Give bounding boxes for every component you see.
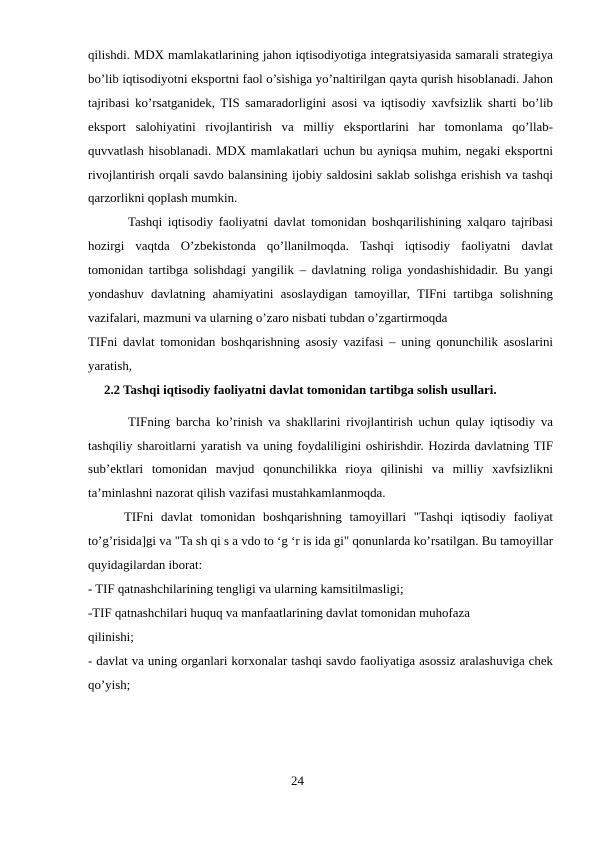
paragraph-main-task: TIFni davlat tomonidan boshqarishning asosiy vazifasi – uning qonunchilik asoslarini yaratish, [88,334,553,373]
list-item-protection-cont: qilinishi; [88,629,134,644]
list-item-equality: - TIF qatnashchilarining tengligi va ularning kamsitilmasligi; [88,581,404,596]
paragraph-international-experience: Tashqi iqtisodiy faoliyatni davlat tomonidan boshqarilishining xalqaro tajribasi hozirgi vaqtda O’zbekistonda qo’llanilmoqda. Tashqi iqtisodiy faoliyatni davlat tomonidan tartibga solishdagi yangilik – davlatning roliga yondashishidadir. Bu yangi yondashuv davlatning ahamiyatini asoslaydigan tamoyillar, TIFni tartibga solishning vazifalari, mazmuni va ularning o’zaro nisbati tubdan o’zgartirmoqda [88,215,553,325]
list-item-protection: -TIF qatnashchilari huquq va manfaatlarining davlat tomonidan muhofaza [88,605,470,620]
paragraph-conditions: TIFning barcha ko’rinish va shakllarini rivojlantirish uchun qulay iqtisodiy va tashqiliy sharoitlarni yaratish va uning foydaliligini oshirishdir. Hozirda davlatning TIF sub’ektlari tomonidan mavjud qonunchilikka rioya qilinishi va milliy xavfsizlikni ta’minlashni nazorat qilish vazifasi mustahkamlanmoqda. [88,414,553,501]
page-body [88,44,553,697]
page-number: 24 [291,774,304,788]
paragraph-principles: TIFni davlat tomonidan boshqarishning tamoyillari "Tashqi iqtisodiy faoliyat to’g’risida]gi va "Ta sh qi s a vdo to ‘g ‘r is ida gi" qonunlarda ko’rsatilgan. Bu tamoyillar quyidagilardan iborat: [88,510,553,573]
section-heading: 2.2 Tashqi iqtisodiy faoliyatni davlat tomonidan tartibga solish usullari. [104,382,497,397]
paragraph-intro: qilishdi. MDX mamlakatlarining jahon iqtisodiyotiga integratsiyasida samarali strategiya bo’lib iqtisodiyotni eksportni faol o’sishiga yo’naltirilgan qayta qurish hisoblanadi. Jahon tajribasi ko’rsatganidek, TIS samaradorligini asosi va iqtisodiy xavfsizlik sharti bo’lib eksport salohiyatini rivojlantirish va milliy eksportlarini har tomonlama qo’llab-quvvatlash hisoblanadi. MDX mamlakatlari uchun bu ayniqsa muhim, negaki eksportni rivojlantirish orqali savdo balansining ijobiy saldosini saklab solishga erishish va tashqi qarzorlikni qoplash mumkin. [88,48,553,206]
list-item-interference: - davlat va uning organlari korxonalar tashqi savdo faoliyatiga asossiz aralashuviga chek qo’yish; [88,653,553,692]
